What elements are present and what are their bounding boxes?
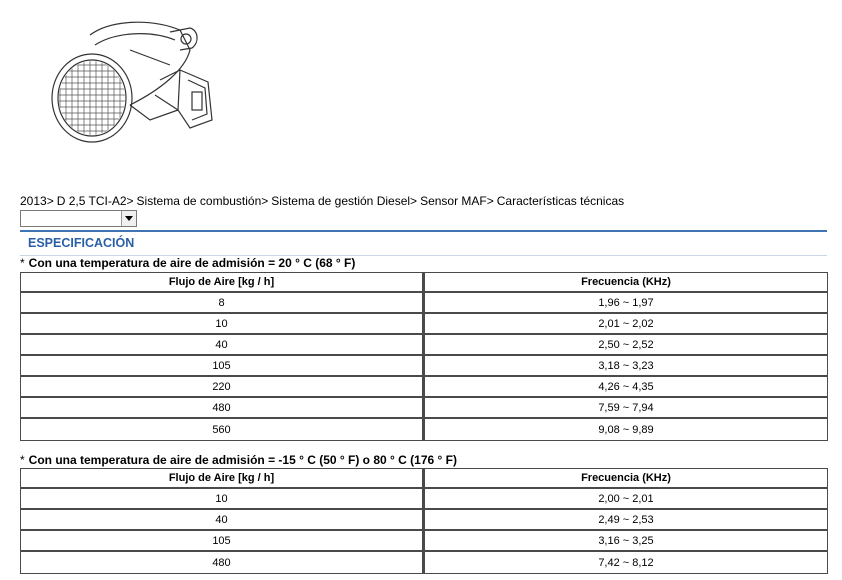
column-header-airflow: Flujo de Aire [kg / h] [21, 273, 425, 293]
table-row [21, 377, 827, 398]
table-row [21, 510, 827, 531]
condition-label-1 [20, 256, 355, 270]
airflow-cell: 105 [21, 356, 425, 377]
breadcrumb-item[interactable]: Sistema de gestión Diesel [271, 194, 411, 208]
frequency-cell: 3,18 ~ 3,23 [425, 356, 827, 377]
frequency-cell: 2,01 ~ 2,02 [425, 314, 827, 335]
frequency-cell: 1,96 ~ 1,97 [425, 293, 827, 314]
spec-table-1 [20, 272, 828, 441]
breadcrumb-separator: > [126, 194, 134, 208]
table-row [21, 314, 827, 335]
frequency-cell: 2,50 ~ 2,52 [425, 335, 827, 356]
table-row [21, 552, 827, 573]
airflow-cell: 10 [21, 314, 425, 335]
frequency-cell: 7,59 ~ 7,94 [425, 398, 827, 419]
frequency-cell: 2,49 ~ 2,53 [425, 510, 827, 531]
frequency-cell: 7,42 ~ 8,12 [425, 552, 827, 573]
airflow-cell: 10 [21, 489, 425, 510]
table-row [21, 489, 827, 510]
airflow-cell: 40 [21, 510, 425, 531]
airflow-cell: 220 [21, 377, 425, 398]
section-divider [20, 230, 827, 232]
table-header-row [21, 469, 827, 489]
airflow-cell: 560 [21, 419, 425, 440]
navigation-select[interactable] [20, 210, 137, 227]
condition-text: Con una temperatura de aire de admisión = 20 ° C (68 ° F) [28, 256, 356, 270]
breadcrumb-separator: > [261, 194, 269, 208]
maf-sensor-illustration [40, 10, 230, 160]
column-header-frequency: Frecuencia (KHz) [425, 469, 827, 489]
condition-star: * [20, 256, 25, 270]
chevron-down-icon[interactable] [121, 211, 136, 226]
airflow-cell: 480 [21, 398, 425, 419]
table-row [21, 398, 827, 419]
breadcrumb-item[interactable]: 2013 [20, 194, 47, 208]
table-row [21, 335, 827, 356]
airflow-cell: 105 [21, 531, 425, 552]
column-header-frequency: Frecuencia (KHz) [425, 273, 827, 293]
table-header-row [21, 273, 827, 293]
breadcrumb-separator: > [410, 194, 418, 208]
spec-table-2 [20, 468, 828, 574]
frequency-cell: 3,16 ~ 3,25 [425, 531, 827, 552]
frequency-cell: 4,26 ~ 4,35 [425, 377, 827, 398]
table-row [21, 293, 827, 314]
airflow-cell: 8 [21, 293, 425, 314]
condition-text: Con una temperatura de aire de admisión = -15 ° C (50 ° F) o 80 ° C (176 ° F) [28, 453, 457, 467]
table-row [21, 356, 827, 377]
section-title: ESPECIFICACIÓN [28, 236, 135, 250]
breadcrumb-item[interactable]: Características técnicas [496, 194, 625, 208]
breadcrumb-item[interactable]: Sistema de combustión [136, 194, 262, 208]
condition-star: * [20, 453, 25, 467]
breadcrumb-separator: > [46, 194, 54, 208]
frequency-cell: 2,00 ~ 2,01 [425, 489, 827, 510]
table-row [21, 531, 827, 552]
condition-label-2 [20, 453, 457, 467]
table-row [21, 419, 827, 440]
breadcrumb [20, 194, 624, 208]
column-header-airflow: Flujo de Aire [kg / h] [21, 469, 425, 489]
frequency-cell: 9,08 ~ 9,89 [425, 419, 827, 440]
breadcrumb-item[interactable]: Sensor MAF [420, 194, 487, 208]
airflow-cell: 480 [21, 552, 425, 573]
breadcrumb-separator: > [486, 194, 494, 208]
airflow-cell: 40 [21, 335, 425, 356]
breadcrumb-item[interactable]: D 2,5 TCI-A2 [56, 194, 127, 208]
